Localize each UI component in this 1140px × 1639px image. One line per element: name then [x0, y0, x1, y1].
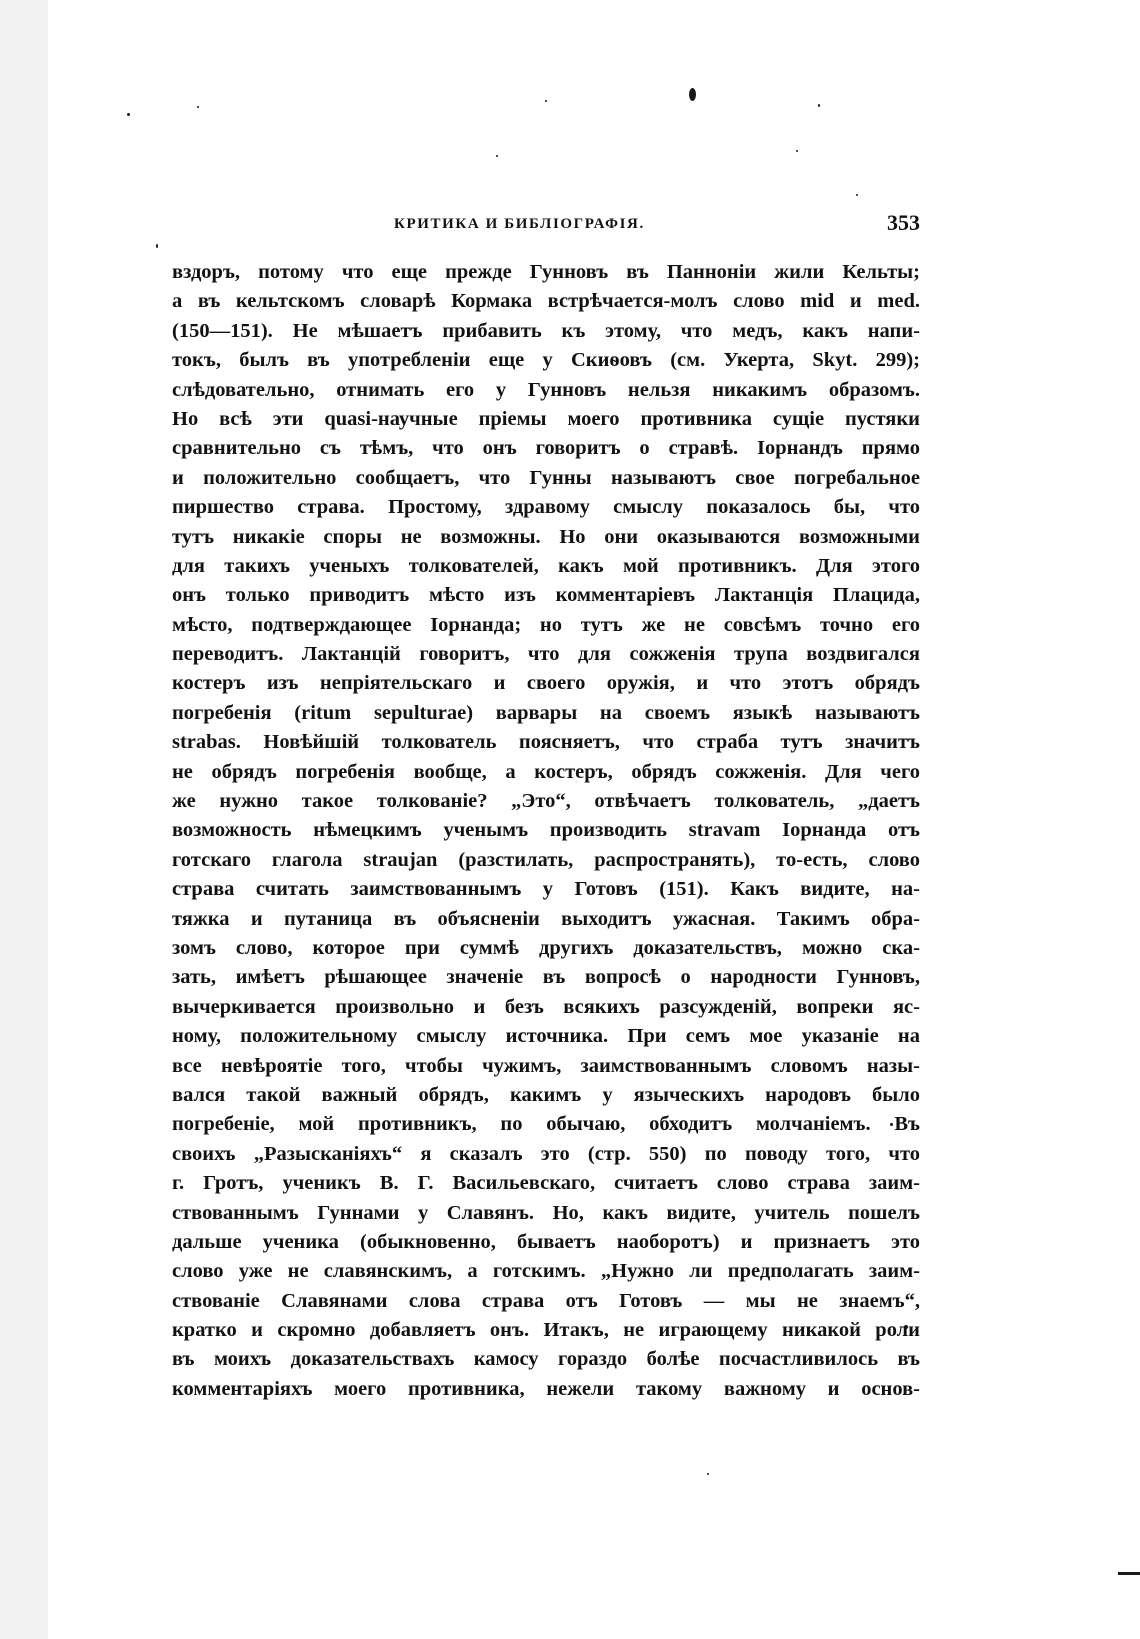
ink-speck: [496, 155, 498, 157]
ink-speck: [707, 1473, 709, 1475]
ink-speck: [545, 100, 547, 102]
text-line: вздоръ, потому что еще прежде Гунновъ въ Панноніи жили Кельты;: [172, 261, 920, 283]
text-line: погребеніе, мой противникъ, по обычаю, обходитъ молчаніемъ. Въ: [172, 1113, 920, 1136]
text-line: зомъ слово, которое при суммѣ другихъ доказательствъ, можно ска-: [172, 936, 920, 959]
text-line: погребенія (ritum sepulturae) варвары на своемъ языкѣ называютъ: [172, 701, 920, 724]
text-line: ному, положительному смыслу источника. При семъ мое указаніе на: [172, 1025, 920, 1048]
ink-speck: [127, 113, 130, 116]
text-line: онъ только приводитъ мѣсто изъ комментаріевъ Лактанція Плацида,: [172, 584, 920, 607]
ink-speck: [856, 194, 858, 196]
text-line: strabas. Новѣйшій толкователь поясняетъ, что страба тутъ значитъ: [172, 731, 920, 754]
text-line: пиршество страва. Простому, здравому смыслу показалось бы, что: [172, 496, 920, 519]
text-line: ствованнымъ Гуннами у Славянъ. Но, какъ видите, учитель пошелъ: [172, 1201, 920, 1224]
text-line: возможность нѣмецкимъ ученымъ производить stravam Іорнанда отъ: [172, 819, 920, 842]
text-line: вычеркивается произвольно и безъ всякихъ разсужденій, вопреки яс-: [172, 995, 920, 1018]
body-text: [172, 258, 920, 1404]
running-title: КРИТИКА И БИБЛІОГРАФІЯ.: [394, 216, 645, 232]
text-line: переводитъ. Лактанцій говоритъ, что для сожженія трупа воздвигался: [172, 643, 920, 666]
text-line: вался такой важный обрядъ, какимъ у языческихъ народовъ было: [172, 1083, 920, 1106]
text-line: готскаго глагола straujan (разстилать, распространять), то-есть, слово: [172, 848, 920, 871]
text-line: и положительно сообщаетъ, что Гунны называютъ свое погребальное: [172, 466, 920, 489]
text-line: токъ, былъ въ употребленіи еще у Скиѳовъ (см. Укерта, Skyt. 299);: [172, 349, 920, 372]
running-header: [172, 210, 920, 240]
page-number: 353: [887, 210, 920, 235]
ink-speck: [197, 106, 199, 108]
text-line: г. Гротъ, ученикъ В. Г. Васильевскаго, считаетъ слово страва заим-: [172, 1172, 920, 1195]
text-line: ствованіе Славянами слова страва отъ Готовъ — мы не знаемъ“,: [172, 1289, 920, 1312]
edge-mark: [1118, 1572, 1140, 1575]
ink-speck: [796, 150, 798, 152]
text-line: зать, имѣетъ рѣшающее значеніе въ вопросѣ о народности Гунновъ,: [172, 966, 920, 989]
text-line: тяжка и путаница въ объясненіи выходитъ ужасная. Такимъ обра-: [172, 907, 920, 930]
text-line: все невѣроятіе того, чтобы чужимъ, заимствованнымъ словомъ назы-: [172, 1054, 920, 1077]
ink-speck: [689, 88, 696, 101]
ink-speck: [156, 244, 158, 248]
text-line: въ моихъ доказательствахъ камосу гораздо болѣе посчастливилось въ: [172, 1348, 920, 1371]
text-line: для такихъ ученыхъ толкователей, какъ мой противникъ. Для этого: [172, 554, 920, 577]
text-line: кратко и скромно добавляетъ онъ. Итакъ, не играющему никакой роли: [172, 1319, 920, 1342]
text-line: своихъ „Разысканіяхъ“ я сказалъ это (стр. 550) по поводу того, что: [172, 1142, 920, 1165]
text-line: дальше ученика (обыкновенно, бываетъ наоборотъ) и признаетъ это: [172, 1230, 920, 1253]
text-line: не обрядъ погребенія вообще, а костеръ, обрядъ сожженія. Для чего: [172, 760, 920, 783]
text-line: слѣдовательно, отнимать его у Гунновъ нельзя никакимъ образомъ.: [172, 378, 920, 401]
text-line: а въ кельтскомъ словарѣ Кормака встрѣчается-молъ слово mid и med.: [172, 290, 920, 313]
ink-speck: [818, 104, 820, 107]
text-line: же нужно такое толкованіе? „Это“, отвѣчаетъ толкователь, „даетъ: [172, 790, 920, 813]
text-line: Но всѣ эти quasi-научные пріемы моего противника сущіе пустяки: [172, 407, 920, 430]
text-line: слово уже не славянскимъ, а готскимъ. „Нужно ли предполагать заим-: [172, 1260, 920, 1283]
text-line: (150—151). Не мѣшаетъ прибавить къ этому, что медъ, какъ напи-: [172, 319, 920, 342]
text-line: костеръ изъ непріятельскаго и своего оружія, и что этотъ обрядъ: [172, 672, 920, 695]
scan-margin-strip: [0, 0, 48, 1639]
text-line: комментаріяхъ моего противника, нежели такому важному и основ-: [172, 1377, 920, 1400]
text-line: сравнительно съ тѣмъ, что онъ говоритъ о стравѣ. Іорнандъ прямо: [172, 437, 920, 460]
text-line: тутъ никакіе споры не возможны. Но они оказываются возможными: [172, 525, 920, 548]
text-line: мѣсто, подтверждающее Іорнанда; но тутъ же не совсѣмъ точно его: [172, 613, 920, 636]
text-line: страва считать заимствованнымъ у Готовъ (151). Какъ видите, на-: [172, 878, 920, 901]
